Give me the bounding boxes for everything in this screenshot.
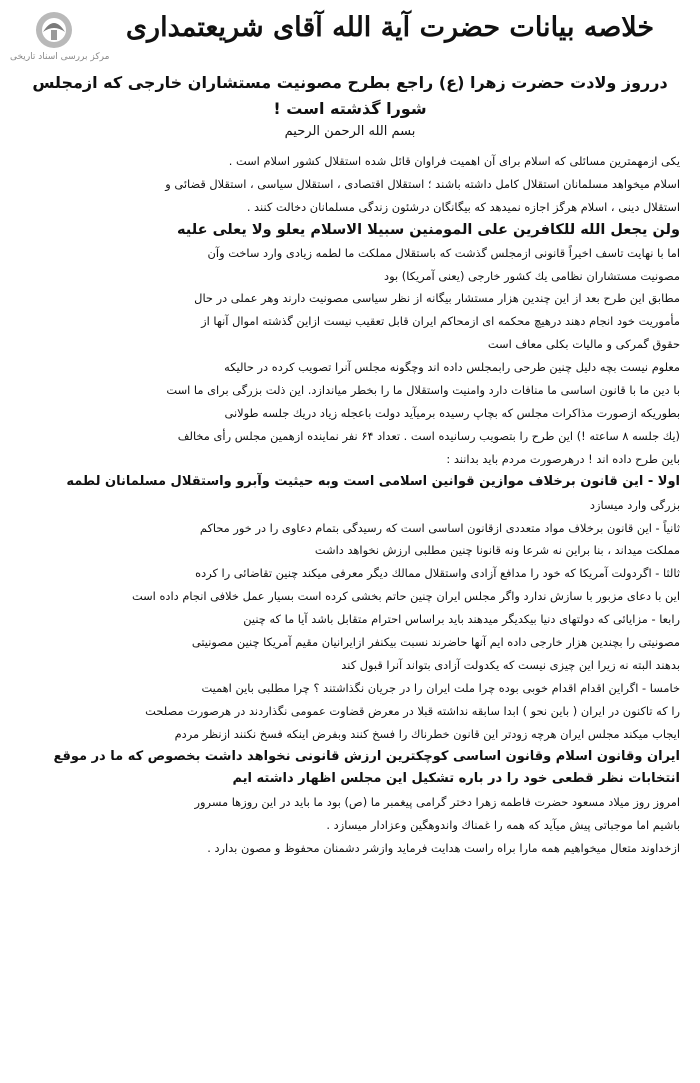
body-line: حقوق گمرکی و مالیات بکلی معاف است <box>487 337 680 352</box>
body-line: اسلام میخواهد مسلمانان استقلال کامل داشته باشند ؛ استقلال اقتصادی ، استقلال سیاسی ، استقلال قضائی و <box>165 176 680 191</box>
body-line: مملکت میداند ، بنا براین نه شرعا ونه قانونا چنین مطلبی ارزش نخواهد داشت <box>314 543 680 558</box>
body-line: یکی ازمهمترین مسائلی که اسلام برای آن اهمیت فراوان قائل شده استقلال کشور اسلام است . <box>228 154 680 168</box>
body-line: مصونیت مستشاران نظامی یك کشور خارجی (یعنی آمریکا) بود <box>384 268 680 283</box>
body-line: باشیم اما موجباتی پیش میآید که همه را غمناك واندوهگین وعزادار میسازد . <box>326 818 680 833</box>
body-line: مطابق این طرح بعد از این چندین هزار مستشار بیگانه از نظر سیاسی مصونیت دارند وهر عملی در حال <box>194 291 680 306</box>
document-body <box>22 150 680 860</box>
body-line: ایجاب میکند مجلس ایران هرچه زودتر این قانون خطرناك را فسخ کنند وبفرض اینکه فسخ نکنند ازنظر مردم <box>174 726 680 741</box>
point-five-line: خامسا - اگراین اقدام اقدام خوبی بوده چرا ملت ایران را در جریان نگذاشتند ؟ چرا مطلبی باین اهمیت <box>201 680 680 695</box>
emphasis-line: انتخابات نظر قطعی خود را در باره تشکیل این مجلس اظهار داشته ایم <box>232 771 680 787</box>
body-line: این با دعای مزبور با سازش ندارد واگر مجلس ایران چنین حاتم بخشی کرده است بسیار عمل خلافی انجام داده است <box>131 589 680 604</box>
body-line: را که تاکنون در ایران ( باین نحو ) ابدا سابقه نداشته قبلا در معرض قضاوت عمومی نگذاردند در هرصورت مصلحت <box>145 703 680 718</box>
body-line: امروز روز میلاد مسعود حضرت فاطمه زهرا دختر گرامی پیغمبر ما (ص) بود ما باید در این روزها مسرور <box>194 795 680 810</box>
point-three-line: ثالثا - اگردولت آمریکا که خود را مدافع آزادی واستقلال ممالك دیگر معرفی میکند چنین تقاضائی را کرده <box>195 566 680 581</box>
body-line: اما با نهایت تاسف اخیراً قانونی ازمجلس گذشت که باستقلال مملکت ما لطمه زیادی وارد ساخت وآن <box>207 245 680 260</box>
quran-verse: ولن یجعل الله للکافرین علی المومنین سبیلا الاسلام یعلو ولا یعلی علیه <box>177 221 680 238</box>
point-two-line: ثانیاً - این قانون برخلاف مواد متعددی ازقانون اساسی است که رسیدگی بتمام دعاوی را در خور محاکم <box>199 520 680 535</box>
body-line: مأموریت خود انجام دهند درهیچ محکمه ای ازمحاکم ایران قابل تعقیب نیست ازاین گذشته اموال آنها از <box>201 314 680 329</box>
point-four-line: رابعا - مزایائی که دولتهای دنیا بیکدیگر میدهند باید براساس احترام متقابل باشد آیا ما که چنین <box>243 612 680 627</box>
body-line: مصونیتی را بچندین هزار خارجی داده ایم آنها حاضرند نسبت بیکنفر ازایرانیان مقیم آمریکا چنین مصونیتی <box>191 635 680 650</box>
body-line: باین طرح داده اند ! درهرصورت مردم باید بدانند : <box>446 451 680 466</box>
document-subtitle: درروز ولادت حضرت زهرا (ع) راجع بطرح مصونیت مستشاران خارجی که ازمجلس شورا گذشته است ! <box>32 73 668 118</box>
document-title: خلاصه بیانات حضرت آیة الله آقای شریعتمداری <box>125 12 655 43</box>
emphasis-line: ایران وقانون اسلام وقانون اساسی کوچکترین ارزش قانونی نخواهد داشت بخصوص که ما در موقع <box>53 748 680 764</box>
basmala-heading: بسم الله الرحمن الرحیم <box>284 124 416 139</box>
point-one-line: اولا - این قانون برخلاف موازین قوانین اسلامی است وبه حیثیت وآبرو واستقلال مسلمانان لطمه <box>66 473 680 489</box>
archive-logo <box>10 10 110 62</box>
body-line: (یك جلسه ۸ ساعته !) این طرح را بتصویب رسانیده است . تعداد ۶۴ نفر نماینده ازهمین مجلس رأی مخالف <box>177 428 680 443</box>
emblem-icon <box>34 10 74 50</box>
body-line: معلوم نیست بچه دلیل چنین طرحی رابمجلس داده اند وچگونه مجلس آنرا تصویب کرده در حالیکه <box>224 360 680 375</box>
body-line: بطوریکه ازصورت مذاکرات مجلس که بچاپ رسیده برمیآید دولت باعجله زیاد دریك جلسه طولانی <box>224 405 680 420</box>
body-line: بدهند البته نه زیرا این چیزی نیست که یکدولت آزادی بتواند آنرا قبول کند <box>341 657 680 672</box>
body-line: با دین ما با قانون اساسی ما منافات دارد وامنیت واستقلال ما را بخطر میاندازد. این ذلت بزرگی برای ما است <box>166 383 680 398</box>
body-line: بزرگی وارد میسازد <box>589 497 680 512</box>
body-line: استقلال دینی ، اسلام هرگز اجازه نمیدهد که بیگانگان درشئون زندگی مسلمانان دخالت کنند . <box>246 199 680 214</box>
logo-caption: مرکز بررسی اسناد تاریخی <box>10 52 110 62</box>
closing-line: ازخداوند متعال میخواهیم همه مارا براه راست هدایت فرماید وازشر دشمنان محفوظ و مصون بدارد . <box>207 841 680 856</box>
